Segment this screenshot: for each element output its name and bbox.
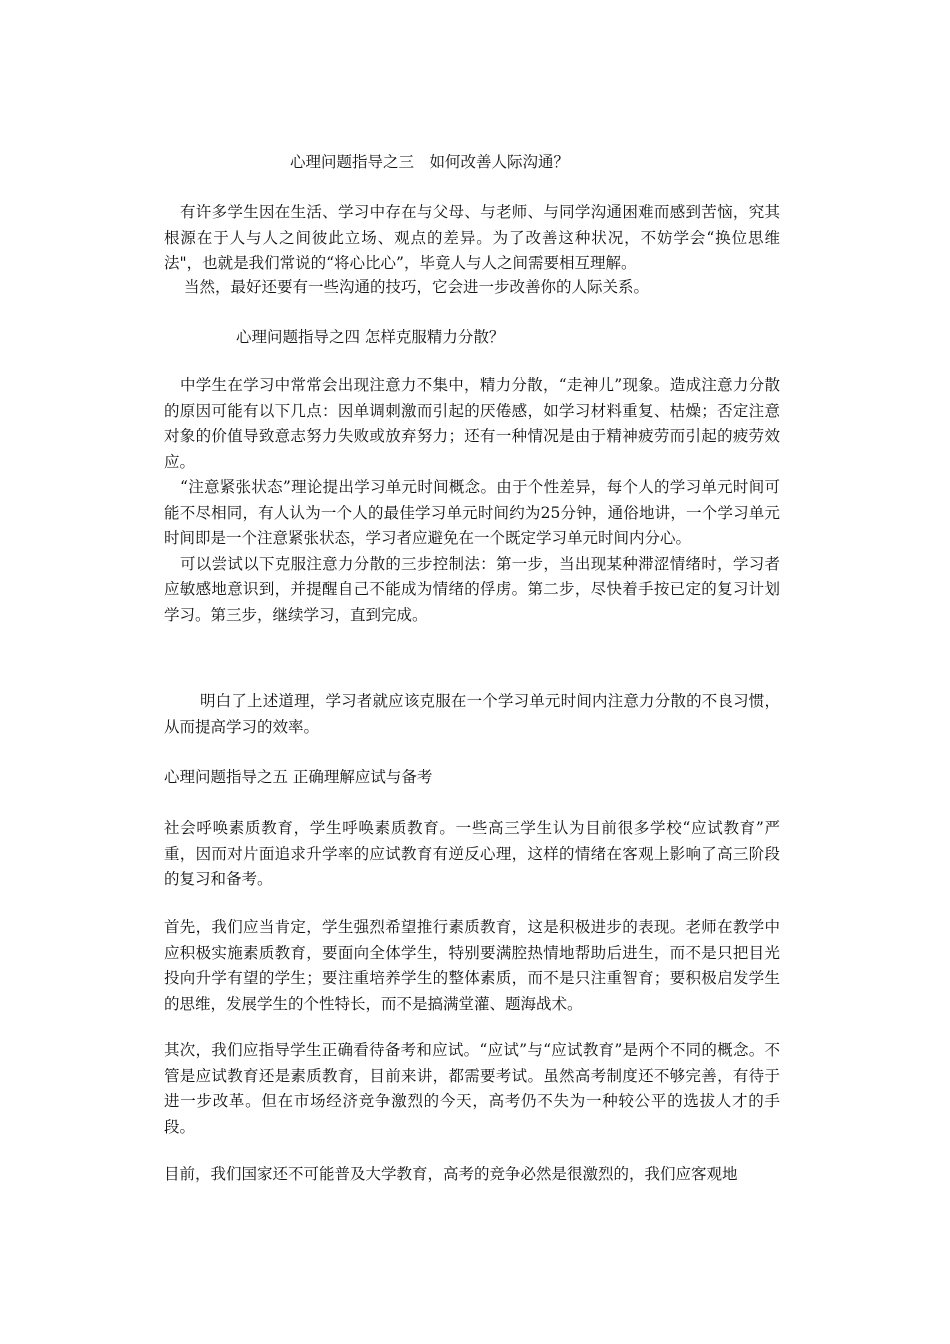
section-3-body-2: [164, 275, 780, 301]
paragraph: 中学生在学习中常常会出现注意力不集中，精力分散，“走神儿”现象。造成注意力分散的原因可能有以下几点：因单调刺激而引起的厌倦感，如学习材料重复、枯燥；否定注意对象的价值导致意志努力失败或放弃努力；还有一种情况是由于精神疲劳而引起的疲劳效应。: [164, 376, 780, 471]
paragraph: 可以尝试以下克服注意力分散的三步控制法：第一步，当出现某种滞涩情绪时，学习者应敏感地意识到，并提醒自己不能成为情绪的俘虏。第二步，尽快着手按已定的复习计划学习。第三步，继续学习，直到完成。: [164, 554, 780, 624]
paragraph: 当然，最好还要有一些沟通的技巧，它会进一步改善你的人际关系。: [184, 278, 650, 296]
paragraph: “注意紧张状态”理论提出学习单元时间概念。由于个性差异，每个人的学习单元时间可能不尽相同，有人认为一个人的最佳学习单元时间约为25分钟，通俗地讲，一个学习单元时间即是一个注意紧张状态，学习者应避免在一个既定学习单元时间内分心。: [164, 478, 780, 547]
paragraph: 首先，我们应当肯定，学生强烈希望推行素质教育，这是积极进步的表现。老师在教学中应积极实施素质教育，要面向全体学生，特别要满腔热情地帮助后进生，而不是只把目光投向升学有望的学生；要注重培养学生的整体素质，而不是只注重智育；要积极启发学生的思维，发展学生的个性特长，而不是搞满堂灌、题海战术。: [164, 918, 780, 1013]
section-3-body: [164, 200, 780, 277]
section-3-title: 心理问题指导之三 如何改善人际沟通？: [290, 153, 570, 171]
section-4-conclusion: [164, 689, 780, 740]
paragraph: 有许多学生因在生活、学习中存在与父母、与老师、与同学沟通困难而感到苦恼，究其根源在于人与人之间彼此立场、观点的差异。为了改善这种状况，不妨学会“换位思维法"，也就是我们常说的“将心比心”，毕竟人与人之间需要相互理解。: [164, 203, 780, 272]
section-4-title: 心理问题指导之四 怎样克服精力分散？: [236, 328, 505, 346]
paragraph: 其次，我们应指导学生正确看待备考和应试。“应试”与“应试教育”是两个不同的概念。不管是应试教育还是素质教育，目前来讲，都需要考试。虽然高考制度还不够完善，有待于进一步改革。但在市场经济竞争激烈的今天，高考仍不失为一种较公平的选拔人才的手段。: [164, 1041, 780, 1136]
paragraph: 明白了上述道理，学习者就应该克服在一个学习单元时间内注意力分散的不良习惯，从而提高学习的效率。: [164, 692, 780, 736]
section-5-para-4: [164, 1162, 780, 1188]
section-5-para-1: [164, 816, 780, 893]
section-5-para-3: [164, 1038, 780, 1140]
section-5-para-2: [164, 915, 780, 1017]
paragraph: 社会呼唤素质教育，学生呼唤素质教育。一些高三学生认为目前很多学校“应试教育”严重，因而对片面追求升学率的应试教育有逆反心理，这样的情绪在客观上影响了高三阶段的复习和备考。: [164, 819, 780, 888]
section-4-body: [164, 373, 780, 628]
section-5-title: 心理问题指导之五 正确理解应试与备考: [164, 768, 433, 786]
paragraph: 目前，我们国家还不可能普及大学教育，高考的竞争必然是很激烈的，我们应客观地: [164, 1165, 738, 1183]
